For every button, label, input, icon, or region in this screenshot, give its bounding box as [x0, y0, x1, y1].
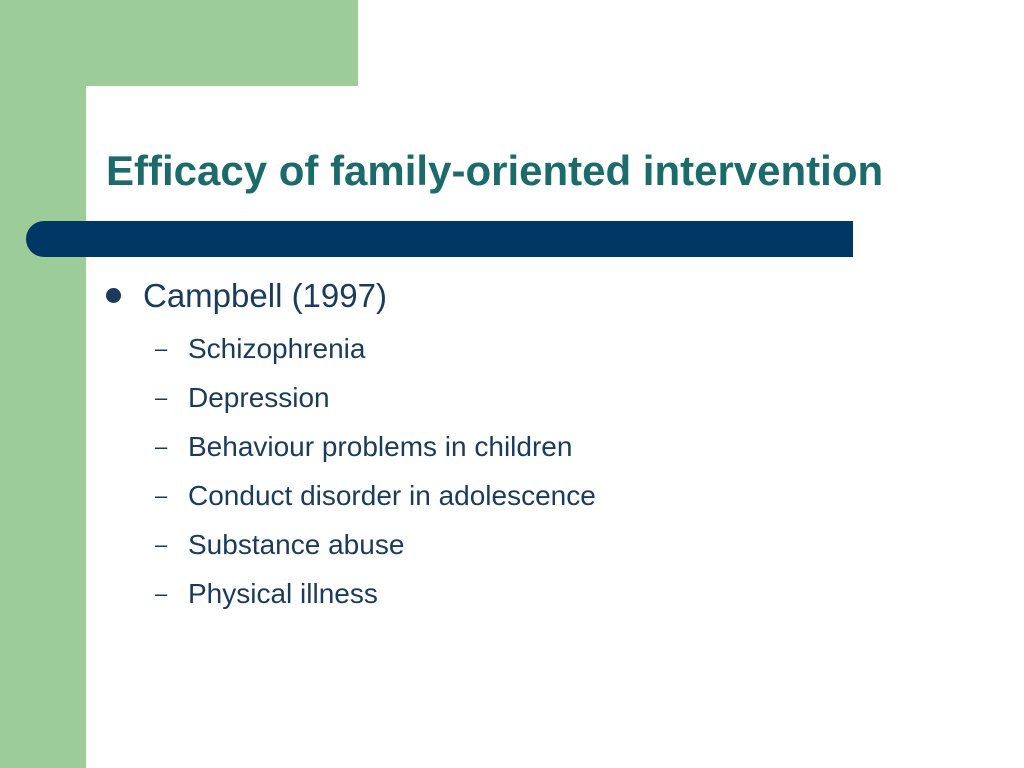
bullet-text: Campbell (1997) [143, 277, 387, 314]
sub-item-text: Physical illness [188, 578, 378, 610]
sub-item [155, 577, 378, 611]
sub-item-text: Conduct disorder in adolescence [188, 480, 596, 512]
dash-icon: – [155, 336, 168, 361]
sub-item-text: Substance abuse [188, 529, 405, 561]
dash-icon: – [155, 532, 168, 557]
dash-icon: – [155, 385, 168, 410]
dash-icon: – [155, 483, 168, 508]
slide-title: Efficacy of family-oriented intervention [106, 147, 884, 194]
sub-item-text: Schizophrenia [188, 333, 366, 365]
bullet-item [106, 276, 387, 316]
sub-item [155, 528, 404, 562]
bullet-dot-icon [106, 288, 121, 303]
dash-icon: – [155, 434, 168, 459]
sub-item [155, 479, 596, 513]
sub-item [155, 381, 330, 415]
sub-item [155, 430, 572, 464]
dash-icon: – [155, 581, 168, 606]
sub-item-text: Behaviour problems in children [188, 431, 573, 463]
sub-item [155, 332, 365, 366]
sub-item-text: Depression [188, 382, 330, 414]
